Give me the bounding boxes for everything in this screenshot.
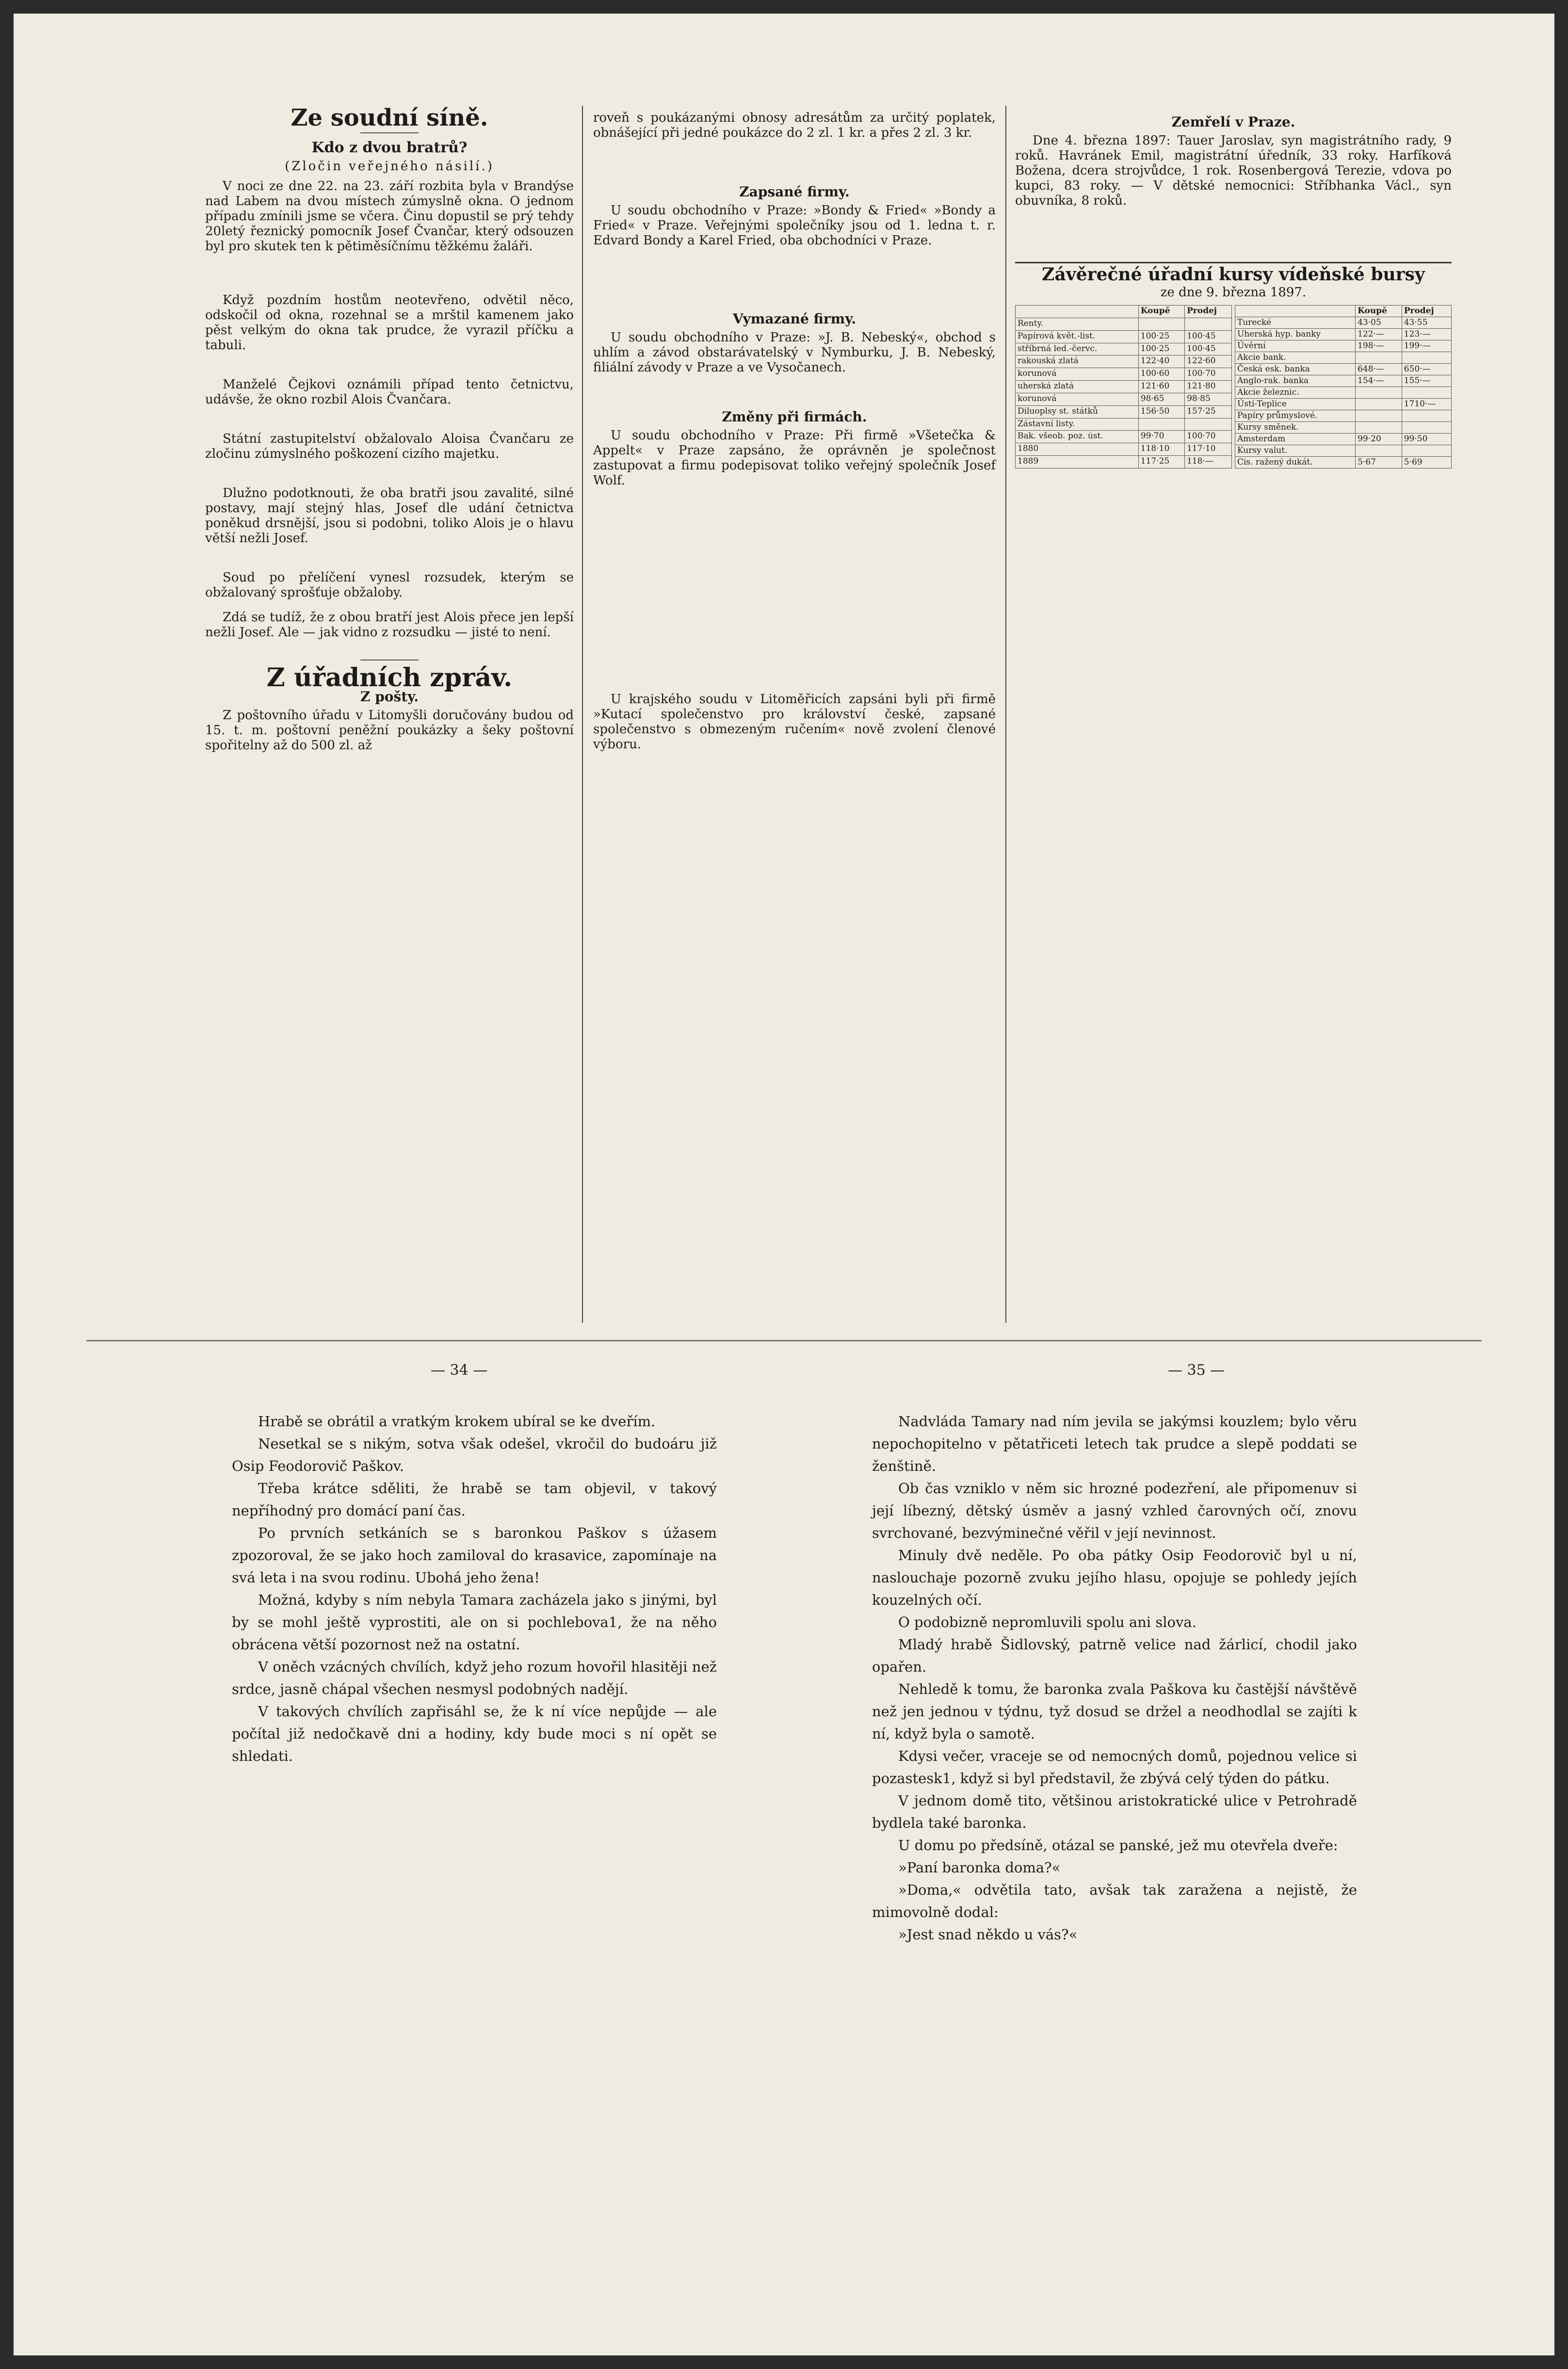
table-cell: Anglo-rak. banka — [1235, 375, 1356, 387]
table-cell: Ústí-Teplice — [1235, 399, 1356, 410]
table-cell: 99·50 — [1402, 434, 1451, 445]
article-subtitle: (Zločin veřejného násilí.) — [285, 159, 494, 174]
paragraph: Hrabě se obrátil a vratkým krokem ubíral se ke dveřím. — [258, 1413, 656, 1430]
heading-zemreli: Zemřelí v Praze. — [1171, 114, 1295, 130]
paragraph: »Doma,« odvětila tato, avšak tak zaražena a nejistě, že mimovolně dodal: — [872, 1882, 1357, 1920]
section-title: Ze soudní síně. — [291, 104, 488, 131]
newspaper-sheet — [14, 14, 1554, 2355]
table-cell: 5·69 — [1402, 457, 1451, 468]
paragraph: Možná, kdyby s ním nebyla Tamara zacházela jako s jinými, byl by se mohl ještě vyprostiti, ale on si pochlebova1, že na něho obrácena větší pozornost než na ostatní. — [232, 1592, 717, 1653]
rates-table-right — [1235, 305, 1452, 468]
table-cell: 118·10 — [1138, 443, 1184, 456]
table-cell: 100·45 — [1185, 330, 1232, 343]
table-cell: 100·25 — [1138, 343, 1184, 355]
table-cell: Česká esk. banka — [1235, 364, 1356, 375]
table-cell: 121·80 — [1185, 381, 1232, 393]
paragraph: Nehledě k tomu, že baronka zvala Paškova ku častější návštěvě než jen jednou v týdnu, tyž dosud se držel a neodhodlal se zajíti k ní, když byla o samotě. — [872, 1681, 1357, 1742]
paragraph: Nadvláda Tamary nad ním jevila se jakýmsi kouzlem; bylo věru nepochopitelno v pětatřiceti letech tak prudce a slepě poddati se ženštině. — [872, 1413, 1357, 1474]
rates-table-left — [1015, 305, 1232, 468]
table-cell — [1356, 399, 1402, 410]
lower-right-page — [872, 1410, 1357, 1946]
table-row — [1016, 343, 1232, 355]
paragraph: V noci ze dne 22. na 23. září rozbita byla v Brandýse nad Labem na dvou místech zúmyslně okna. O jednom případu zmínili jsme se včera. Činu dopustil se prý tehdy 20letý řeznický pomocník Josef Čvančar, který odsouzen byl pro skutek ten k pětiměsíčnímu těžkému žaláři. — [205, 179, 574, 254]
table-cell: Turecké — [1235, 317, 1356, 329]
table-cell: 154·— — [1356, 375, 1402, 387]
section-subtitle: Z pošty. — [360, 689, 419, 705]
table-cell — [1356, 387, 1402, 399]
table-cell: Kursy směnek. — [1235, 422, 1356, 434]
table-cell: 43·55 — [1402, 317, 1451, 329]
paragraph: Mladý hrabě Šidlovský, patrně velice nad žárlicí, chodil jako opařen. — [872, 1636, 1357, 1675]
table-cell: Amsterdam — [1235, 434, 1356, 445]
table-cell — [1185, 318, 1232, 330]
table-row — [1016, 405, 1232, 418]
table-row — [1235, 329, 1452, 340]
table-row — [1235, 340, 1452, 352]
table-row — [1016, 443, 1232, 456]
table-cell: 98·85 — [1185, 393, 1232, 405]
paragraph: Dlužno podotknouti, že oba bratři jsou zavalité, silné postavy, mají stejný hlas, Josef dle udání četnictva poněkud drsnější, jsou si podobni, toliko Alois je o hlavu větší nežli Josef. — [205, 486, 574, 546]
paragraph: »Paní baronka doma?« — [898, 1859, 1061, 1876]
column-header — [1235, 306, 1356, 317]
table-row — [1235, 422, 1452, 434]
table-cell: Akcie bank. — [1235, 352, 1356, 364]
table-cell: stříbrná led.-červc. — [1016, 343, 1139, 355]
paragraph: Po prvních setkáních se s baronkou Paškov s úžasem zpozoroval, že se jako hoch zamiloval do krasavice, zapomínaje na svá leta i na svou rodinu. Ubohá jeho žena! — [232, 1525, 717, 1586]
table-cell — [1185, 418, 1232, 431]
article-title: Kdo z dvou bratrů? — [311, 139, 468, 156]
paragraph: Minuly dvě neděle. Po oba pátky Osip Feodorovič byl u ní, naslouchaje pozorně zvuku jejího hlasu, opojuje se pohledy jejích kouzelných očí. — [872, 1547, 1357, 1608]
table-cell: 100·70 — [1185, 368, 1232, 381]
table-row — [1235, 352, 1452, 364]
bursa-date: ze dne 9. března 1897. — [1160, 285, 1307, 300]
table-cell: 648·— — [1356, 364, 1402, 375]
table-cell — [1402, 352, 1451, 364]
paragraph: U domu po předsíně, otázal se panské, jež mu otevřela dveře: — [898, 1837, 1338, 1853]
table-cell: Zástavní listy. — [1016, 418, 1139, 431]
table-cell: Kursy valut. — [1235, 445, 1356, 457]
paragraph: Třeba krátce sděliti, že hrabě se tam objevil, v takový nepříhodný pro domácí paní čas. — [232, 1480, 717, 1519]
table-row — [1235, 399, 1452, 410]
table-cell — [1356, 445, 1402, 457]
table-cell: 157·25 — [1185, 405, 1232, 418]
paragraph: U soudu obchodního v Praze: »J. B. Nebeský«, obchod s uhlím a závod obstarávatelský v Nymburku, J. B. Nebeský, filiální závody v Praze a ve Vysočanech. — [593, 330, 996, 375]
table-cell: korunová — [1016, 393, 1139, 405]
table-row — [1235, 317, 1452, 329]
table-cell: 123·— — [1402, 329, 1451, 340]
paragraph: Dne 4. března 1897: Tauer Jaroslav, syn magistrátního rady, 9 roků. Havránek Emil, magistrátní úředník, 33 roky. Harfíková Božena, dcera strojvůdce, 1 rok. Rosenbergová Terezie, vdova po kupci, 83 roky. — V dětské nemocnici: Stříbhanka Václ., syn obuvníka, 8 roků. — [1015, 133, 1452, 208]
table-cell: 122·— — [1356, 329, 1402, 340]
paragraph: Kdysi večer, vraceje se od nemocných domů, pojednou velice si pozastesk1, když si byl představil, že zbývá celý týden do pátku. — [872, 1748, 1357, 1787]
column-header: Koupě — [1356, 306, 1402, 317]
column-header — [1016, 306, 1139, 318]
table-cell: 100·70 — [1185, 431, 1232, 443]
paragraph: Nesetkal se s nikým, sotva však odešel, vkročil do budoáru již Osip Feodorovič Paškov. — [232, 1435, 717, 1474]
table-cell: 122·40 — [1138, 355, 1184, 368]
column-header: Koupě — [1138, 306, 1184, 318]
table-cell: Diluoplsy st. státků — [1016, 405, 1139, 418]
table-row — [1235, 410, 1452, 422]
paragraph: V oněch vzácných chvílích, když jeho rozum hovořil hlasitěji než srdce, jasně chápal všechen nesmysl podobných nadějí. — [232, 1659, 717, 1697]
table-row — [1235, 364, 1452, 375]
table-cell — [1402, 387, 1451, 399]
table-cell: Úvěrní — [1235, 340, 1356, 352]
heading-vymazane: Vymazané firmy. — [732, 311, 857, 327]
table-header-row — [1235, 306, 1452, 317]
column-header: Prodej — [1185, 306, 1232, 318]
table-cell: Akcie železnic. — [1235, 387, 1356, 399]
table-cell: 100·45 — [1185, 343, 1232, 355]
table-row — [1016, 456, 1232, 468]
table-row — [1016, 418, 1232, 431]
table-cell — [1356, 352, 1402, 364]
divider — [360, 660, 419, 661]
table-cell: 43·05 — [1356, 317, 1402, 329]
table-row — [1235, 375, 1452, 387]
table-cell: 198·— — [1356, 340, 1402, 352]
bursa-box — [1015, 262, 1452, 468]
table-row — [1016, 355, 1232, 368]
table-cell: 1880 — [1016, 443, 1139, 456]
table-cell — [1402, 422, 1451, 434]
table-cell: 100·25 — [1138, 330, 1184, 343]
table-cell: Bak. všeob. poz. úst. — [1016, 431, 1139, 443]
table-cell: Renty. — [1016, 318, 1139, 330]
paragraph: Manželé Čejkovi oznámili případ tento četnictvu, udávše, že okno rozbil Alois Čvančara. — [205, 377, 574, 407]
heading-zmeny: Změny při firmách. — [722, 409, 867, 425]
table-row — [1016, 381, 1232, 393]
table-row — [1016, 393, 1232, 405]
table-cell: Papírová květ.-list. — [1016, 330, 1139, 343]
table-cell: 99·20 — [1356, 434, 1402, 445]
heading-zapsane: Zapsané firmy. — [739, 184, 850, 200]
table-cell — [1138, 318, 1184, 330]
table-cell — [1402, 445, 1451, 457]
table-cell: rakouská zlatá — [1016, 355, 1139, 368]
table-cell: 155·— — [1402, 375, 1451, 387]
table-cell: 98·65 — [1138, 393, 1184, 405]
paragraph: Státní zastupitelství obžalovalo Aloisa Čvančaru ze zločinu zúmyslného poškození cizího majetku. — [205, 432, 574, 461]
paragraph: U krajského soudu v Litoměřicích zapsáni byli při firmě »Kutací společenstvo pro království české, zapsané společenstvo s obmezeným ručením« nově zvolení členové výboru. — [593, 692, 996, 752]
table-cell: Cis. ražený dukát. — [1235, 457, 1356, 468]
page-number-right: — 35 — — [1168, 1362, 1225, 1379]
table-cell: 99·70 — [1138, 431, 1184, 443]
table-cell: 156·50 — [1138, 405, 1184, 418]
table-cell: 650·— — [1402, 364, 1451, 375]
page-divider — [86, 1340, 1482, 1341]
table-cell — [1138, 418, 1184, 431]
table-row — [1016, 318, 1232, 330]
paragraph: roveň s poukázanými obnosy adresátům za určitý poplatek, obnášející při jedné poukázce do 2 zl. 1 kr. a přes 2 zl. 3 kr. — [593, 111, 996, 140]
table-cell: Uherská hyp. banky — [1235, 329, 1356, 340]
table-row — [1016, 431, 1232, 443]
table-cell — [1356, 422, 1402, 434]
table-cell: uherská zlatá — [1016, 381, 1139, 393]
table-cell: 100·60 — [1138, 368, 1184, 381]
column-2 — [593, 111, 996, 752]
table-cell: 122·60 — [1185, 355, 1232, 368]
column-divider — [1005, 106, 1006, 1323]
section-title-2: Z úřadních zpráv. — [266, 663, 513, 693]
table-cell: 117·10 — [1185, 443, 1232, 456]
paragraph: U soudu obchodního v Praze: »Bondy & Fried« »Bondy a Fried« v Praze. Veřejnými společníky jsou od 1. ledna t. r. Edvard Bondy a Karel Fried, oba obchodníci v Praze. — [593, 203, 996, 248]
paragraph: V jednom domě tito, většinou aristokratické ulice v Petrohradě bydlela také baronka. — [872, 1792, 1357, 1831]
table-cell: 199·— — [1402, 340, 1451, 352]
paragraph: Když pozdním hostům neotevřeno, odvětil něco, odskočil od okna, rozehnal se a mrštil kamenem jako pěst velkým do okna tak prudce, že vyrazil příčku a tabuli. — [205, 293, 574, 353]
page-number-left: — 34 — — [431, 1362, 488, 1379]
column-divider — [582, 106, 583, 1323]
table-cell: 118·— — [1185, 456, 1232, 468]
paragraph: V takových chvílích zapřisáhl se, že k ní více nepůjde — ale počítal již nedočkavě dni a hodiny, kdy bude moci s ní opět se shledati. — [232, 1703, 717, 1764]
paragraph: U soudu obchodního v Praze: Při firmě »Všetečka & Appelt« v Praze zapsáno, že oprávněn je společnost zastupovat a firmu podepisovat toliko veřejný společník Josef Wolf. — [593, 428, 996, 488]
paragraph: »Jest snad někdo u vás?« — [898, 1926, 1078, 1943]
paragraph: Z poštovního úřadu v Litomyšli doručovány budou od 15. t. m. poštovní peněžní poukázky a šeky poštovní spořitelny až do 500 zl. až — [205, 708, 574, 753]
table-cell: 5·67 — [1356, 457, 1402, 468]
paragraph: O podobizně nepromluvili spolu ani slova. — [898, 1614, 1196, 1630]
rates-tables — [1015, 305, 1452, 468]
table-row — [1016, 330, 1232, 343]
heading-bursa: Závěrečné úřadní kursy vídeňské bursy — [1042, 264, 1425, 285]
column-3 — [1015, 111, 1452, 468]
paragraph: Zdá se tudíž, že z obou bratří jest Alois přece jen lepší nežli Josef. Ale — jak vidno z rozsudku — jisté to není. — [205, 610, 574, 640]
lower-left-page — [232, 1410, 717, 1767]
table-cell: 1889 — [1016, 456, 1139, 468]
table-cell — [1356, 410, 1402, 422]
table-row — [1235, 434, 1452, 445]
divider — [360, 132, 419, 133]
table-cell: 1710·— — [1402, 399, 1451, 410]
table-header-row — [1016, 306, 1232, 318]
table-cell: 121·60 — [1138, 381, 1184, 393]
paragraph: Soud po přelíčení vynesl rozsudek, kterým se obžalovaný sprošťuje obžaloby. — [205, 570, 574, 600]
column-1 — [205, 104, 574, 753]
table-cell: 117·25 — [1138, 456, 1184, 468]
table-row — [1016, 368, 1232, 381]
table-row — [1235, 445, 1452, 457]
paragraph: Ob čas vzniklo v něm sic hrozné podezření, ale připomenuv si její líbezný, dětský úsměv a jasný vzhled čarovných očí, znovu svrchované, bezvýminečné věřil v její nevinnost. — [872, 1480, 1357, 1541]
table-cell — [1402, 410, 1451, 422]
column-header: Prodej — [1402, 306, 1451, 317]
table-cell: Papíry průmyslové. — [1235, 410, 1356, 422]
table-row — [1235, 387, 1452, 399]
table-row — [1235, 457, 1452, 468]
table-cell: korunová — [1016, 368, 1139, 381]
